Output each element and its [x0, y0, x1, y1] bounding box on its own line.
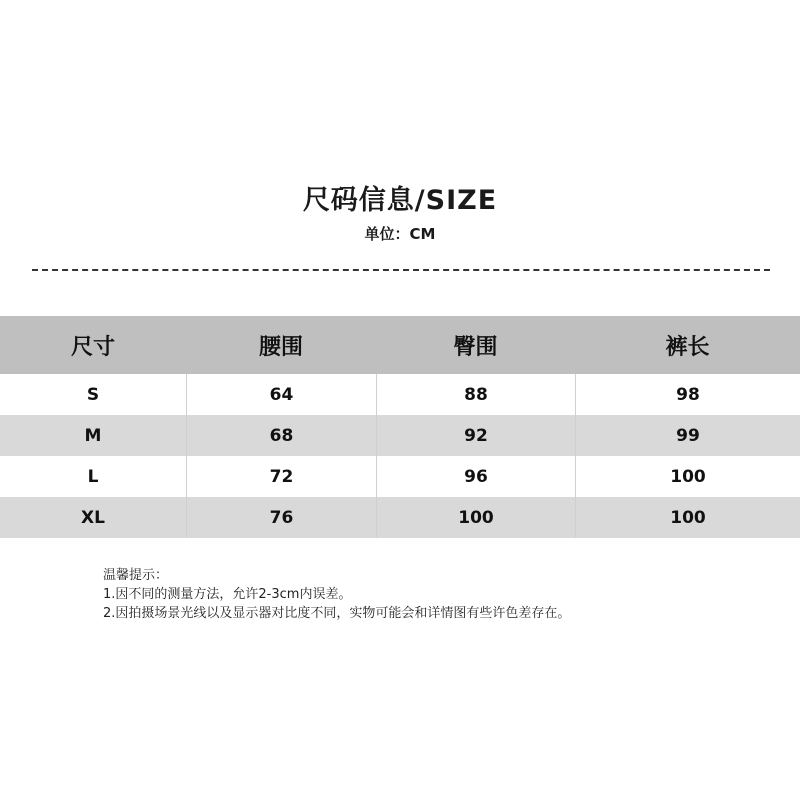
table-row [0, 497, 800, 538]
waist-cell: 76 [186, 497, 376, 538]
size-cell: M [84, 425, 102, 446]
length-cell: 100 [575, 456, 800, 497]
hip-cell: 96 [376, 456, 575, 497]
column-header-length: 裤长 [665, 334, 710, 360]
unit-label: 单位：CM [364, 225, 436, 243]
waist-cell: 64 [186, 374, 376, 415]
column-header-waist: 腰围 [258, 334, 303, 360]
notes-heading: 温馨提示： [103, 568, 169, 583]
waist-cell: 72 [186, 456, 376, 497]
size-cell: S [86, 384, 100, 405]
hip-cell: 100 [376, 497, 575, 538]
table-header-row [0, 316, 800, 374]
length-cell: 100 [575, 497, 800, 538]
note-item: 1.因不同的测量方法，允许2-3cm内误差。 [103, 587, 352, 602]
size-table [0, 316, 800, 538]
length-cell: 98 [575, 374, 800, 415]
length-cell: 99 [575, 415, 800, 456]
column-header-hip: 臀围 [453, 334, 498, 360]
dashed-divider [32, 269, 770, 271]
column-header-size: 尺寸 [70, 334, 115, 360]
table-row [0, 415, 800, 456]
size-cell: XL [81, 507, 105, 528]
size-cell: L [87, 466, 99, 487]
hip-cell: 92 [376, 415, 575, 456]
waist-cell: 68 [186, 415, 376, 456]
page-title: 尺码信息/SIZE [302, 185, 498, 216]
table-row [0, 374, 800, 415]
table-row [0, 456, 800, 497]
hip-cell: 88 [376, 374, 575, 415]
note-item: 2.因拍摄场景光线以及显示器对比度不同，实物可能会和详情图有些许色差存在。 [103, 606, 571, 621]
notes-section [103, 566, 570, 623]
